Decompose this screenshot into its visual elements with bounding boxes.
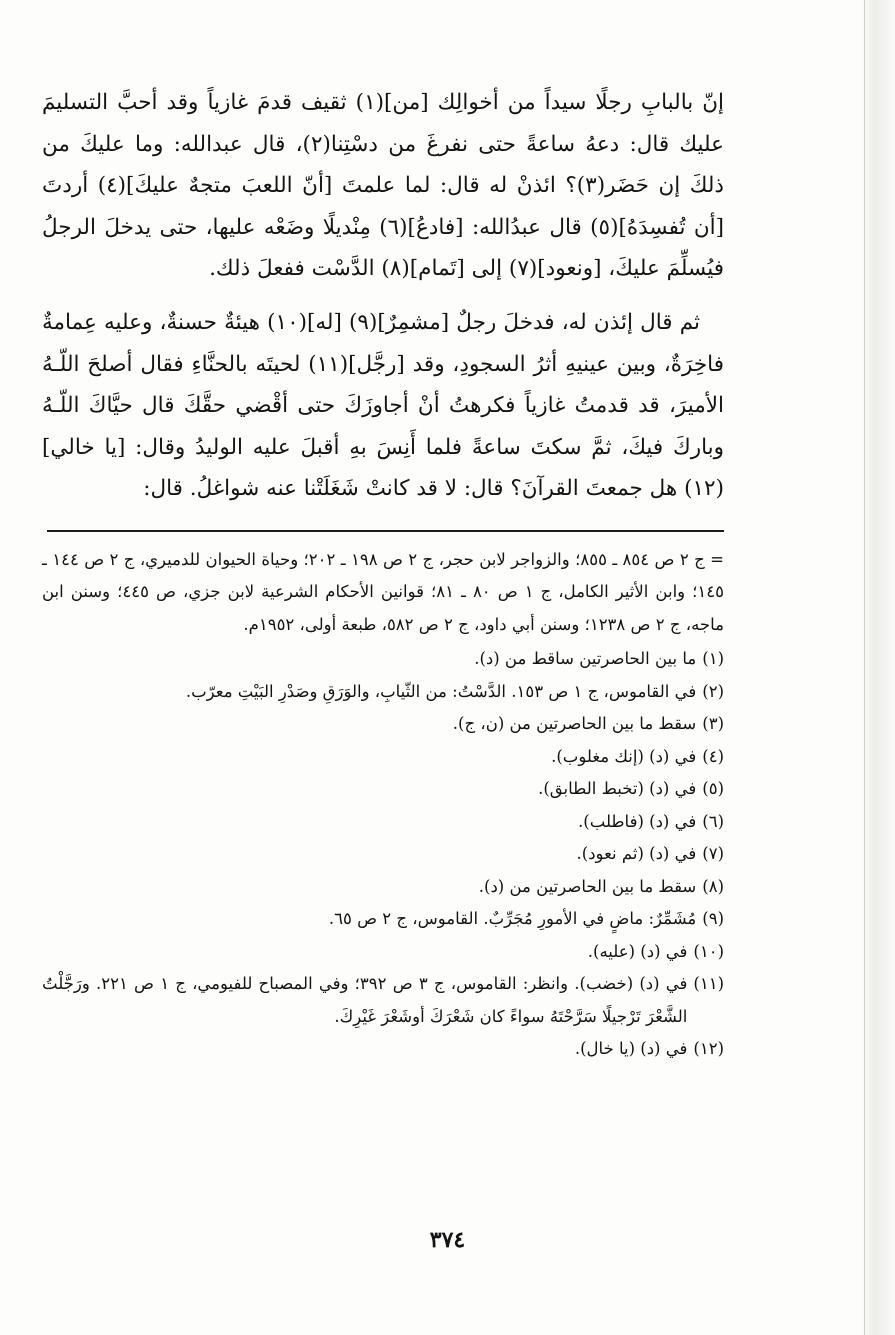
main-paragraph-1: إنّ بالبابِ رجلًا سيداً من أخوالِك [من](١) ثقيف قدمَ غازياً وقد أحبَّ التسليمَ عليك قال: دعهُ ساعةً حتى نفرغَ من دسْتِنا(٢)، قال عبدالله: وما عليكَ من ذلكَ إن حَضَر(٣)؟ ائذنْ له قال: لما علمتَ [أنّ اللعبَ متجهٌ عليكَ](٤) أردتَ [أن تُفسِدَهُ](٥) قال عبدُالله: [فادعُ](٦) مِنْديلًا وضَعْه عليها، حتى يدخلَ الرجلُ فيُسلِّمَ عليكَ، [ونعود](٧) إلى [تَمام](٨) الدَّسْت ففعلَ ذلك.: [42, 90, 725, 282]
footnote-text: سقط ما بين الحاصرتين من (د).: [478, 876, 697, 896]
footnotes: [42, 544, 724, 1066]
footnote-text: سقط ما بين الحاصرتين من (ن، ج).: [452, 714, 697, 734]
footnote-number: (٣): [702, 714, 724, 734]
footnote-number: (٥): [702, 779, 724, 799]
footnote-number: (٩): [702, 909, 724, 929]
footnote-12: [42, 1033, 724, 1066]
footnote-text: في (د) (ثم نعود).: [576, 844, 697, 864]
footnote-number: (٧): [702, 844, 724, 864]
footnote-10: [42, 936, 724, 969]
footnote-text: في (د) (عليه).: [587, 941, 688, 961]
footnote-number: (١١): [693, 974, 724, 994]
footnote-6: [42, 806, 724, 839]
main-paragraph-2: ثم قال إئذن له، فدخلَ رجلٌ [مشمِرٌ](٩) [له](١٠) هيئةٌ حسنةٌ، وعليه عِمامةٌ فاخِرَةٌ، وبين عينيهِ أثرُ السجودِ، وقد [رجَّل](١١) لحيتَه بالحنَّاءِ فقال أصلحَ اللّـهُ الأميرَ، قد قدمتُ غازياً فكرهتُ أنْ أجاوزَكَ حتى أقْضي حقَّكَ قال حيَّاكَ اللّـهُ وباركَ فيكَ، ثمَّ سكتَ ساعةً فلما أَنِسَ بهِ أقبلَ عليه الوليدُ وقال: [يا خالي](١٢) هل جمعتَ القرآنَ؟ قال: لا قد كانتْ شَغَلَتْنا عنه شواغلُ. قال:: [42, 309, 724, 502]
footnote-carryover: = ج ٢ ص ٨٥٤ ـ ٨٥٥؛ والزواجر لابن حجر، ج ٢ ص ١٩٨ ـ ٢٠٢؛ وحياة الحيوان للدميري، ج ٢ ص ١٤٤ ـ ١٤٥؛ وابن الأثير الكامل، ج ١ ص ٨٠ ـ ٨١؛ قوانين الأحكام الشرعية لابن جزي، ص ٤٤٥؛ وسنن ابن ماجه، ج ٢ ص ١٢٣٨؛ وسنن أبي داود، ج ٢ ص ٥٨٢، طبعة أولى، ١٩٥٢م.: [42, 549, 724, 634]
footnote-number: (١٢): [693, 1039, 724, 1059]
footnote-7: [42, 838, 724, 871]
footnote-number: (١): [702, 649, 724, 669]
footnote-2: [42, 676, 724, 709]
footnote-text: مُشَمِّرٌ: ماضٍ في الأمورِ مُجَرِّبٌ. القاموس، ج ٢ ص ٦٥.: [328, 909, 697, 929]
footnote-text: في (د) (خضب). وانظر: القاموس، ج ٣ ص ٣٩٢؛ وفي المصباح للفيومي، ج ١ ص ٢٢١. ورَجَّلْتُ الشَّعْرَ تَرْجيلًا سَرَّحْتَهُ سواءً كان شَعْرَكَ أوشَعْرَ غَيْرِكَ.: [42, 974, 688, 1026]
footnote-3: [42, 708, 724, 741]
footnote-text: في (د) (إنك مغلوب).: [551, 746, 697, 766]
footnote-11: [42, 968, 724, 1033]
page-number: ٣٧٤: [429, 1227, 466, 1253]
footnote-number: (١٠): [693, 941, 724, 961]
footnote-8: [42, 871, 724, 904]
footnote-4: [42, 741, 724, 774]
footnote-text: في (د) (تخبط الطابق).: [538, 779, 697, 799]
main-text: [42, 82, 724, 510]
footnote-number: (٨): [702, 876, 724, 896]
footnote-text: في (د) (يا خال).: [574, 1039, 688, 1059]
page-gutter-line: [864, 0, 865, 1335]
footnote-text: في القاموس، ج ١ ص ١٥٣. الدَّسْتُ: من الثّيابِ، والوَرَقِ وصَدْرِ البَيْتِ معرّب.: [185, 681, 697, 701]
footnote-text: ما بين الحاصرتين ساقط من (د).: [474, 649, 697, 669]
footnote-text: في (د) (فاطلب).: [578, 811, 697, 831]
footnote-5: [42, 773, 724, 806]
footnote-number: (٤): [702, 746, 724, 766]
footnote-separator: [47, 530, 724, 532]
footnote-number: (٢): [702, 681, 724, 701]
footnote-number: (٦): [702, 811, 724, 831]
footnote-1: [42, 643, 724, 676]
footnote-9: [42, 903, 724, 936]
page-spine-shadow: [861, 0, 895, 1335]
page-content: [42, 82, 724, 1066]
